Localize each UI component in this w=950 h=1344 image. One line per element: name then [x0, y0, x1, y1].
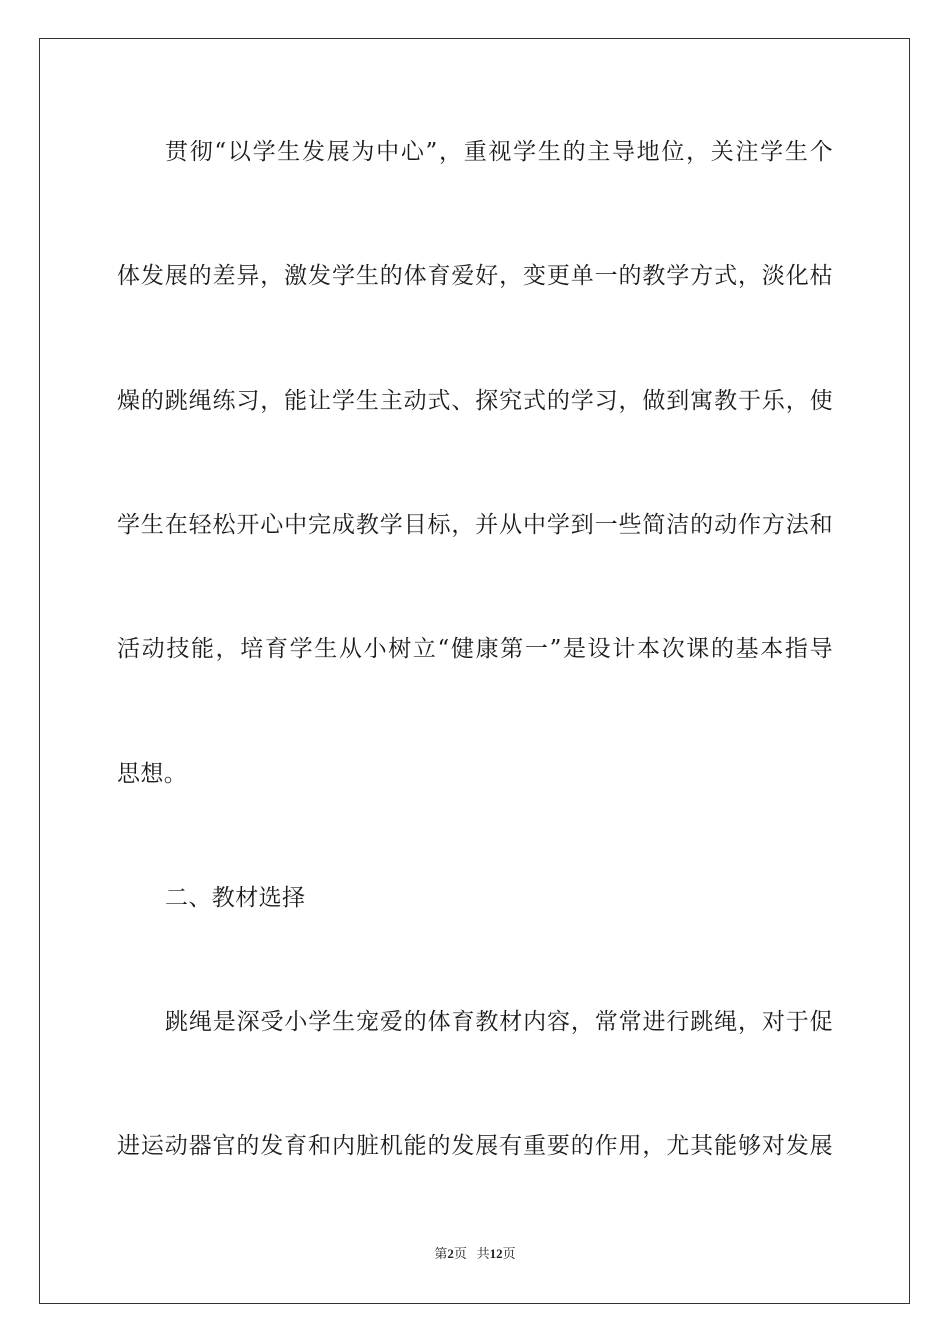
- paragraph-line-2: 体发展的差异，激发学生的体育爱好，变更单一的教学方式，淡化枯: [117, 263, 833, 289]
- paragraph2-line-2: 进运动器官的发育和内脏机能的发展有重要的作用，尤其能够对发展: [117, 1133, 833, 1159]
- page-border: [39, 38, 910, 1304]
- footer-page-suffix: 页: [453, 1246, 467, 1261]
- paragraph-line-6: 思想。: [117, 761, 188, 787]
- page-footer: [0, 1246, 950, 1262]
- paragraph2-line-1: 跳绳是深受小学生宠爱的体育教材内容，常常进行跳绳，对于促: [165, 1009, 833, 1035]
- footer-total-pages: 12: [489, 1246, 503, 1261]
- paragraph-line-1: 贯彻“以学生发展为中心”，重视学生的主导地位，关注学生个: [165, 139, 833, 165]
- paragraph-line-4: 学生在轻松开心中完成教学目标，并从中学到一些简洁的动作方法和: [117, 512, 833, 538]
- paragraph-line-5: 活动技能，培育学生从小树立“健康第一”是设计本次课的基本指导: [117, 636, 833, 662]
- section-heading: 二、教材选择: [165, 885, 306, 911]
- paragraph-line-3: 燥的跳绳练习，能让学生主动式、探究式的学习，做到寓教于乐，使: [117, 388, 833, 414]
- footer-total-suffix: 页: [502, 1246, 516, 1261]
- footer-total-prefix: 共: [476, 1246, 490, 1261]
- footer-page-number: 2: [447, 1246, 454, 1261]
- footer-page-prefix: 第: [434, 1246, 448, 1261]
